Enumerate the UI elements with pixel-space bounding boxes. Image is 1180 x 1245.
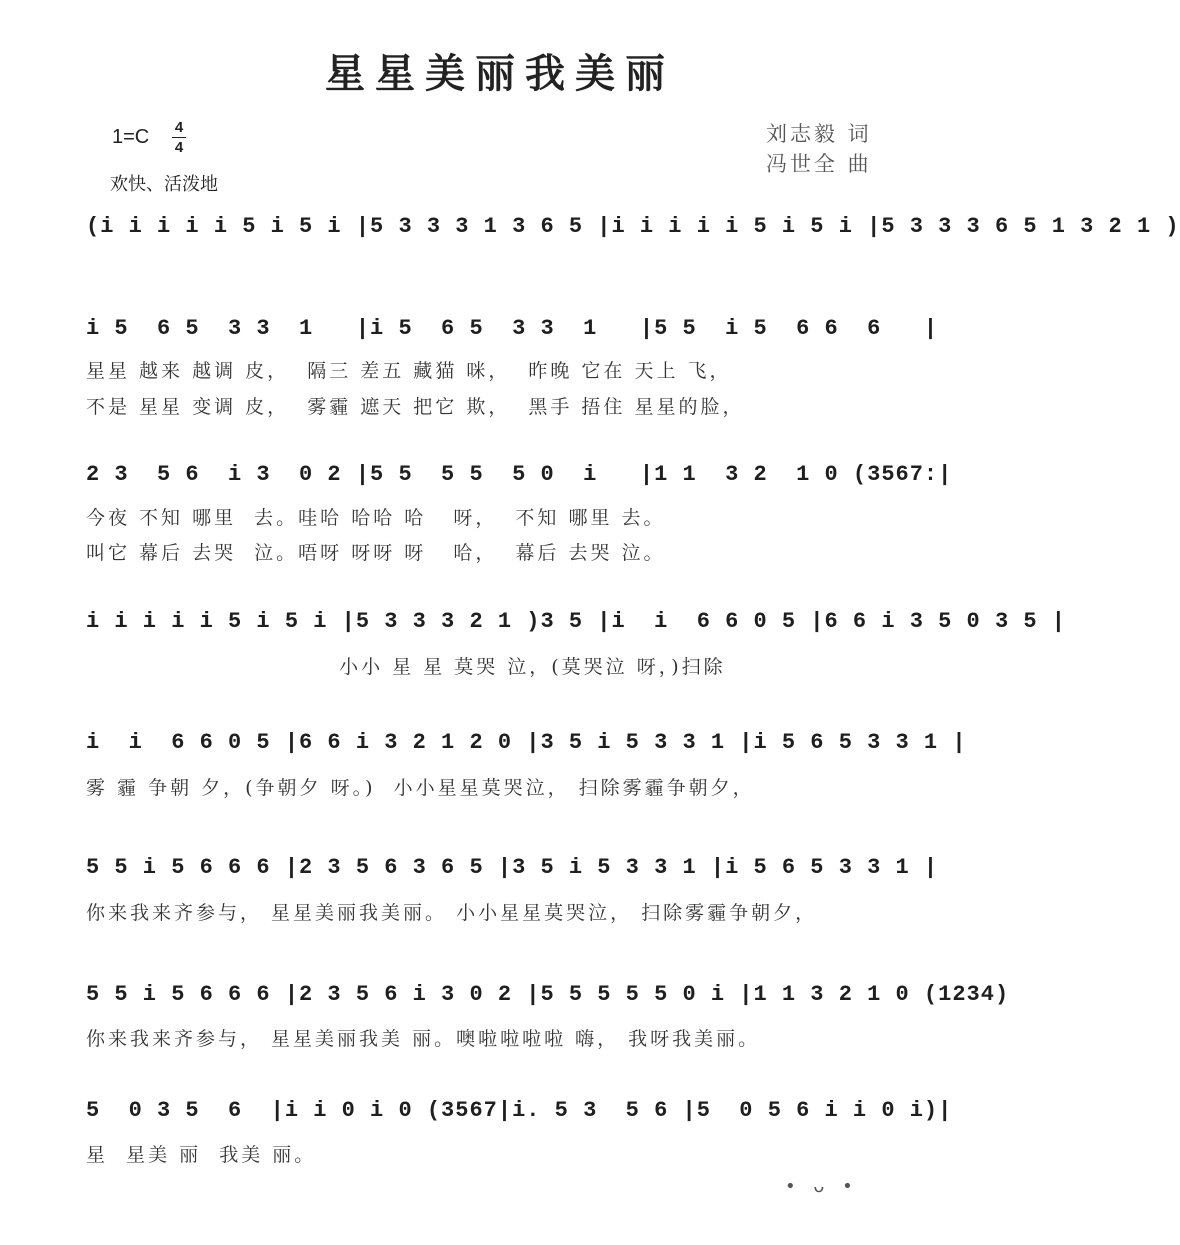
lyric-line-3b: 叫它 幕后 去哭 泣。唔呀 呀呀 呀 哈， 幕后 去哭 泣。 [86,542,666,564]
notation-line-4: i i i i i 5 i 5 i |5 3 3 3 2 1 )3 5 |i i 6 6 0 5 |6 6 i 3 5 0 3 5 | [86,609,1066,634]
lyric-line-7: 你来我来齐参与， 星星美丽我美 丽。噢啦啦啦啦 嗨， 我呀我美丽。 [86,1028,761,1050]
time-signature [170,118,188,157]
lyricist-credit: 刘志毅 词 [766,122,872,146]
notation-line-8: 5 0 3 5 6 |i i 0 i 0 (3567|i. 5 3 5 6 |5 0 5 6 i i 0 i)| [86,1098,953,1123]
notation-line-2: i 5 6 5 3 3 1 |i 5 6 5 3 3 1 |5 5 i 5 6 6 6 | [86,316,939,341]
time-signature-bottom: 4 [174,139,184,156]
tempo-marking: 欢快、活泼地 [110,174,218,195]
song-title: 星星美丽我美丽 [325,50,675,97]
lyric-line-2a: 星星 越来 越调 皮， 隔三 差五 藏猫 咪， 昨晚 它在 天上 飞， [86,360,732,382]
notation-line-7: 5 5 i 5 6 6 6 |2 3 5 6 i 3 0 2 |5 5 5 5 5 0 i |1 1 3 2 1 0 (1234) [86,982,1010,1007]
notation-line-6: 5 5 i 5 6 6 6 |2 3 5 6 3 6 5 |3 5 i 5 3 3 1 |i 5 6 5 3 3 1 | [86,855,939,880]
notation-line-3: 2 3 5 6 i 3 0 2 |5 5 5 5 5 0 i |1 1 3 2 1 0 (3567:| [86,462,953,487]
lyric-line-4: 小小 星 星 莫哭 泣，(莫哭泣 呀，)扫除 [86,656,726,678]
notation-line-5: i i 6 6 0 5 |6 6 i 3 2 1 2 0 |3 5 i 5 3 3 1 |i 5 6 5 3 3 1 | [86,730,967,755]
smiley-decoration: • ᴗ • [785,1176,859,1197]
lyric-line-8: 星 星美 丽 我美 丽。 [86,1144,317,1166]
lyric-line-3a: 今夜 不知 哪里 去。哇哈 哈哈 哈 呀， 不知 哪里 去。 [86,507,666,529]
lyric-line-6: 你来我来齐参与， 星星美丽我美丽。 小小星星莫哭泣， 扫除雾霾争朝夕， [86,902,818,924]
notation-line-1: (i i i i i 5 i 5 i |5 3 3 3 1 3 6 5 |i i i i i 5 i 5 i |5 3 3 3 6 5 1 3 2 1 ) [86,214,1180,239]
time-signature-top: 4 [174,119,184,136]
lyric-line-2b: 不是 星星 变调 皮， 雾霾 遮天 把它 欺， 黑手 捂住 星星的脸， [86,396,745,418]
composer-credit: 冯世全 曲 [766,152,872,176]
key-signature: 1=C [112,126,150,148]
lyric-line-5: 雾 霾 争朝 夕，(争朝夕 呀。) 小小星星莫哭泣， 扫除雾霾争朝夕， [86,777,755,799]
